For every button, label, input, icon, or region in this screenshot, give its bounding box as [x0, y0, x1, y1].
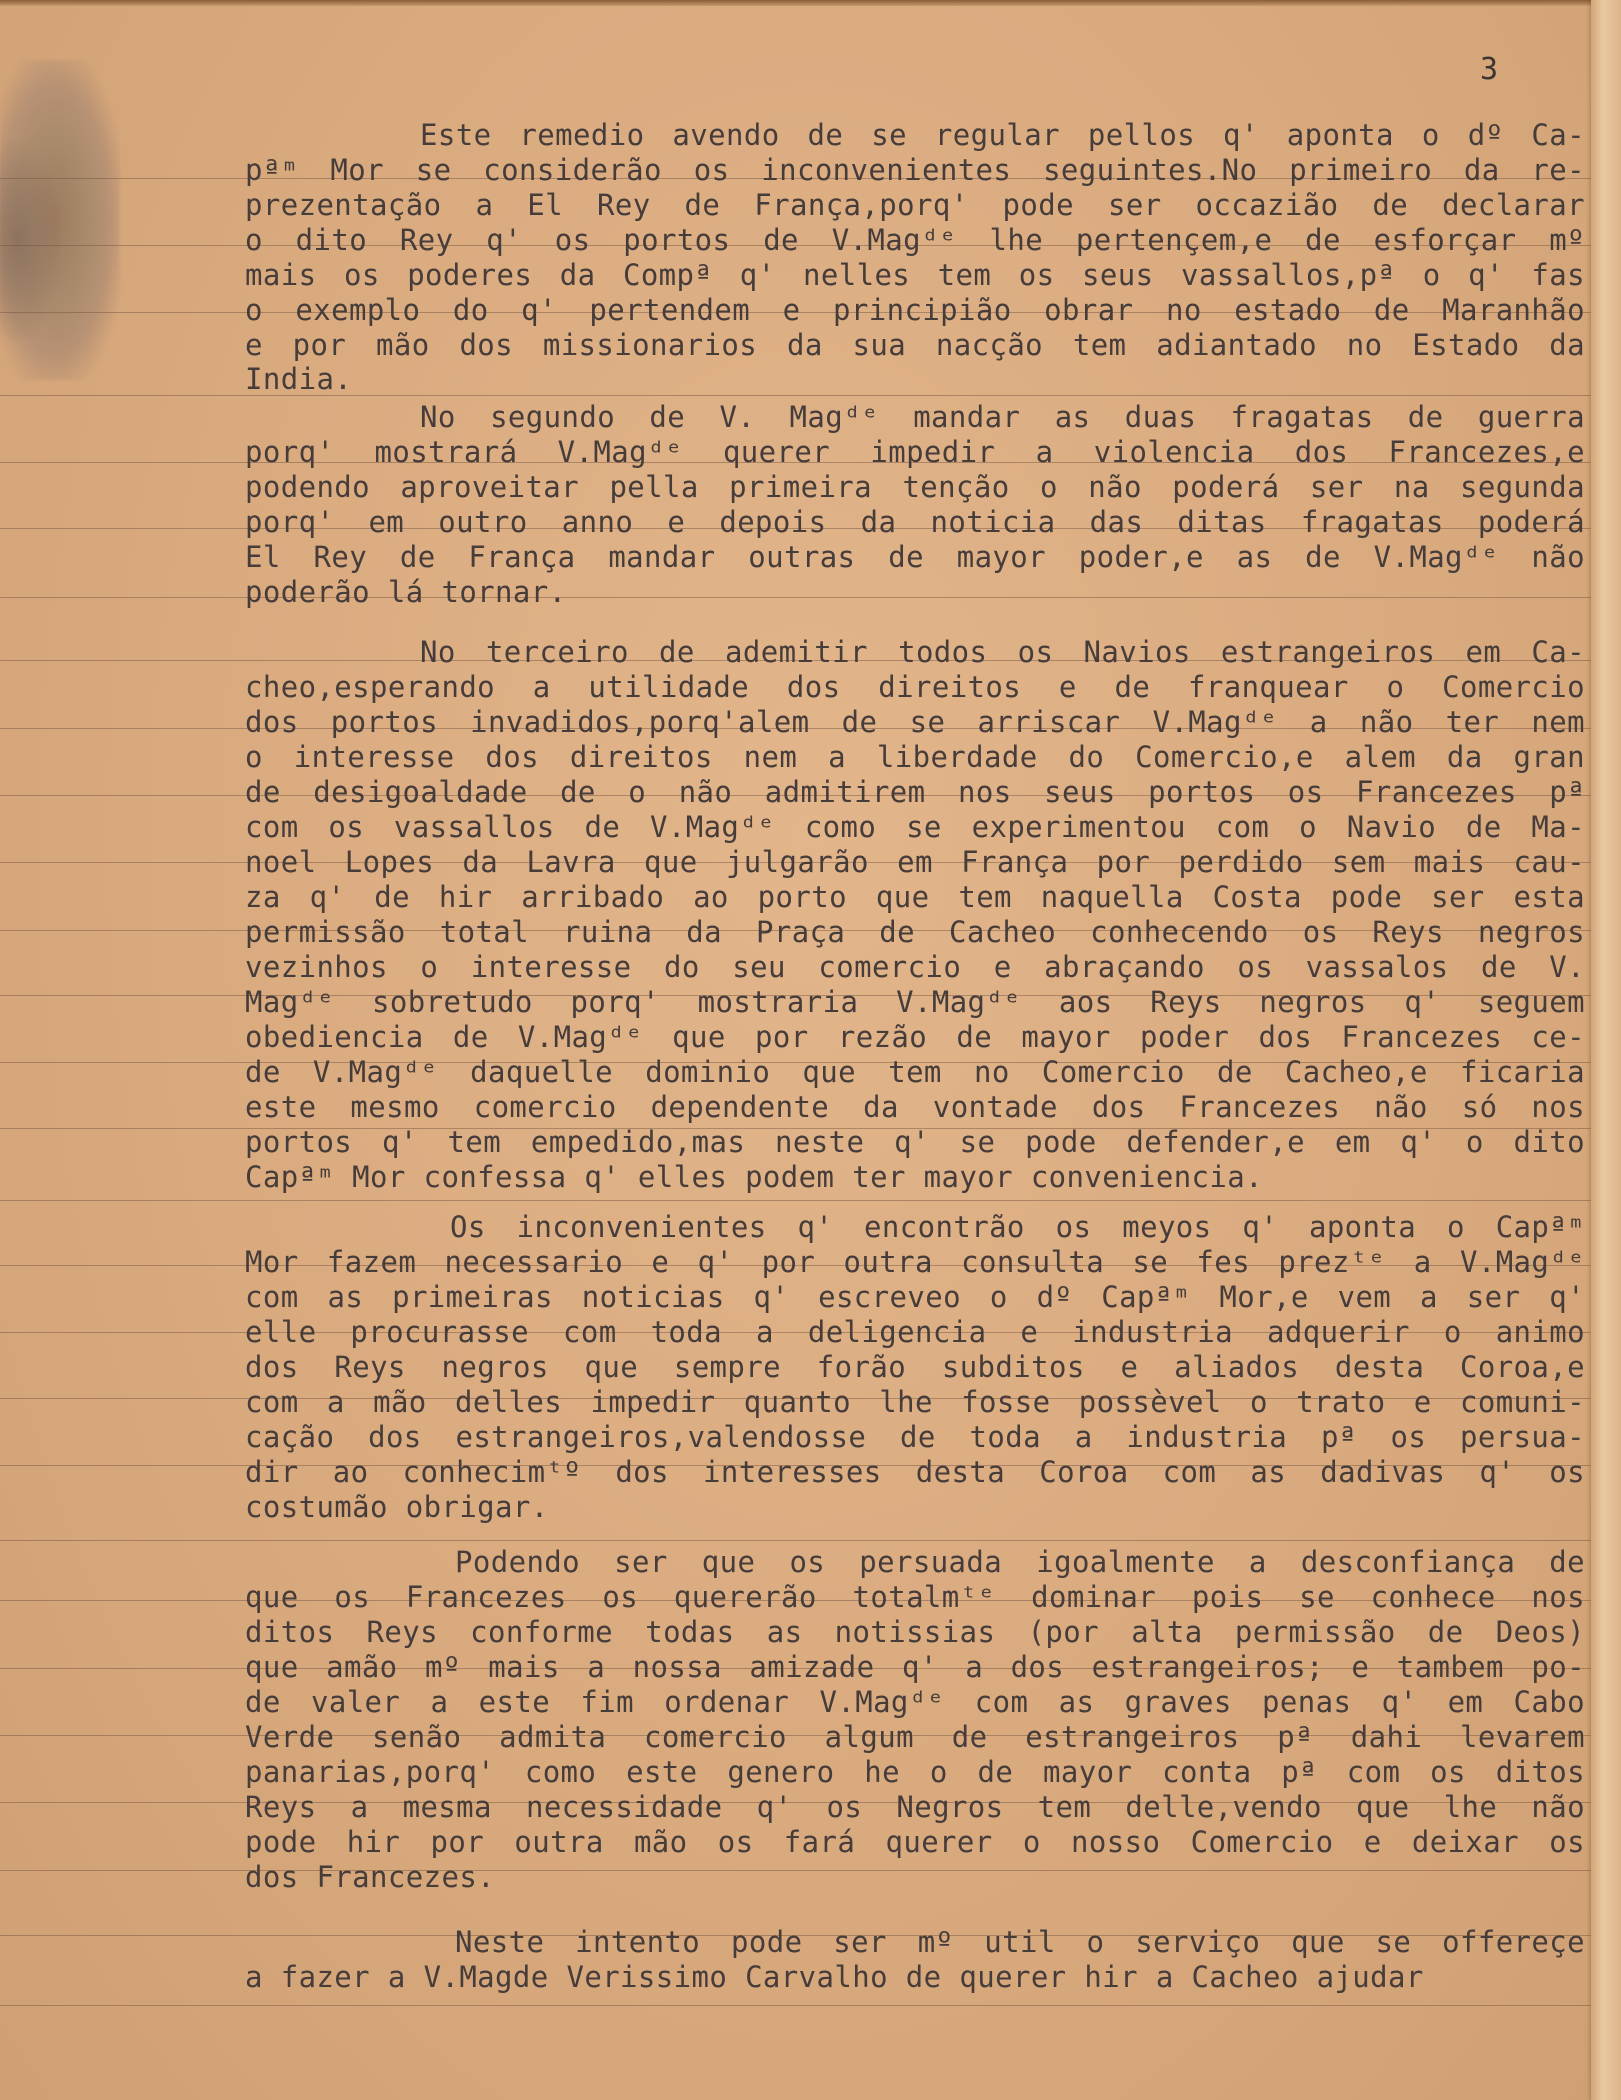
paper-top-edge	[0, 0, 1621, 6]
text-line: Podendo ser que os persuada igoalmente a desconfiança de	[455, 1545, 1585, 1579]
text-line: de V.Magᵈᵉ daquelle dominio que tem no Comercio de Cacheo,e ficaria	[245, 1055, 1585, 1089]
text-line: ditos Reys conforme todas as notissias (por alta permissão de Deos)	[245, 1615, 1585, 1649]
text-line: El Rey de França mandar outras de mayor poder,e as de V.Magᵈᵉ não	[245, 540, 1585, 574]
text-line: podendo aproveitar pella primeira tenção o não poderá ser na segunda	[245, 470, 1585, 504]
text-line: noel Lopes da Lavra que julgarão em França por perdido sem mais cau-	[245, 845, 1585, 879]
text-line: o interesse dos direitos nem a liberdade do Comercio,e alem da gran	[245, 740, 1585, 774]
text-line: Reys a mesma necessidade q' os Negros tem delle,vendo que lhe não	[245, 1790, 1585, 1824]
text-line: India.	[245, 362, 353, 396]
text-line: Este remedio avendo de se regular pellos q' aponta o dº Ca-	[420, 118, 1585, 152]
text-line: dir ao conhecimᵗº dos interesses desta Coroa com as dadivas q' os	[245, 1455, 1585, 1489]
text-line: permissão total ruina da Praça de Cacheo conhecendo os Reys negros	[245, 915, 1585, 949]
text-line: o dito Rey q' os portos de V.Magᵈᵉ lhe pertençem,e de esforçar mº	[245, 223, 1585, 257]
text-line: dos portos invadidos,porq'alem de se arriscar V.Magᵈᵉ a não ter nem	[245, 705, 1585, 739]
page-number: 3	[1480, 52, 1499, 87]
ruled-line	[0, 1200, 1591, 1201]
text-line: que amão mº mais a nossa amizade q' a dos estrangeiros; e tambem po-	[245, 1650, 1585, 1684]
text-line: este mesmo comercio dependente da vontade dos Francezes não só nos	[245, 1090, 1585, 1124]
text-line: Mor fazem necessario e q' por outra consulta se fes prezᵗᵉ a V.Magᵈᵉ	[245, 1245, 1585, 1279]
text-line: poderão lá tornar.	[245, 575, 567, 609]
text-line: a fazer a V.Magde Verissimo Carvalho de querer hir a Cacheo ajudar	[245, 1960, 1424, 1994]
paper-stain-dark	[0, 140, 60, 340]
text-line: vezinhos o interesse do seu comercio e abraçando os vassalos de V.	[245, 950, 1585, 984]
text-line: Capªᵐ Mor confessa q' elles podem ter mayor conveniencia.	[245, 1160, 1263, 1194]
text-line: Neste intento pode ser mº util o serviço que se offereçe	[455, 1925, 1585, 1959]
text-line: mais os poderes da Compª q' nelles tem os seus vassallos,pª o q' fas	[245, 258, 1585, 292]
text-line: elle procurasse com toda a deligencia e industria adquerir o animo	[245, 1315, 1585, 1349]
ruled-line	[0, 1540, 1591, 1541]
text-line: o exemplo do q' pertendem e principião obrar no estado de Maranhão	[245, 293, 1585, 327]
text-line: obediencia de V.Magᵈᵉ que por rezão de mayor poder dos Francezes ce-	[245, 1020, 1585, 1054]
text-line: pªᵐ Mor se considerão os inconvenientes seguintes.No primeiro da re-	[245, 153, 1585, 187]
text-line: prezentação a El Rey de França,porq' pode ser occazião de declarar	[245, 188, 1585, 222]
text-line: pode hir por outra mão os fará querer o nosso Comercio e deixar os	[245, 1825, 1585, 1859]
text-line: porq' mostrará V.Magᵈᵉ querer impedir a violencia dos Francezes,e	[245, 435, 1585, 469]
text-line: Os inconvenientes q' encontrão os meyos q' aponta o Capªᵐ	[450, 1210, 1585, 1244]
text-line: dos Reys negros que sempre forão subditos e aliados desta Coroa,e	[245, 1350, 1585, 1384]
text-line: costumão obrigar.	[245, 1490, 549, 1524]
text-line: de desigoaldade de o não admitirem nos seus portos os Francezes pª	[245, 775, 1585, 809]
text-line: No segundo de V. Magᵈᵉ mandar as duas fragatas de guerra	[420, 400, 1585, 434]
text-line: e por mão dos missionarios da sua nacção tem adiantado no Estado da	[245, 328, 1585, 362]
text-line: cheo,esperando a utilidade dos direitos e de franquear o Comercio	[245, 670, 1585, 704]
ruled-line	[0, 2005, 1591, 2006]
text-line: No terceiro de ademitir todos os Navios estrangeiros em Ca-	[420, 635, 1585, 669]
text-line: que os Francezes os quererão totalmᵗᵉ dominar pois se conhece nos	[245, 1580, 1585, 1614]
text-line: dos Francezes.	[245, 1860, 496, 1894]
text-line: com as primeiras noticias q' escreveo o dº Capªᵐ Mor,e vem a ser q'	[245, 1280, 1585, 1314]
text-line: Verde senão admita comercio algum de estrangeiros pª dahi levarem	[245, 1720, 1585, 1754]
text-line: de valer a este fim ordenar V.Magᵈᵉ com as graves penas q' em Cabo	[245, 1685, 1585, 1719]
text-line: com a mão delles impedir quanto lhe fosse possèvel o trato e comuni-	[245, 1385, 1585, 1419]
text-line: za q' de hir arribado ao porto que tem naquella Costa pode ser esta	[245, 880, 1585, 914]
text-line: porq' em outro anno e depois da noticia das ditas fragatas poderá	[245, 505, 1585, 539]
text-line: cação dos estrangeiros,valendosse de toda a industria pª os persua-	[245, 1420, 1585, 1454]
text-line: portos q' tem empedido,mas neste q' se pode defender,e em q' o dito	[245, 1125, 1585, 1159]
text-line: Magᵈᵉ sobretudo porq' mostraria V.Magᵈᵉ aos Reys negros q' seguem	[245, 985, 1585, 1019]
text-line: panarias,porq' como este genero he o de mayor conta pª com os ditos	[245, 1755, 1585, 1789]
text-line: com os vassallos de V.Magᵈᵉ como se experimentou com o Navio de Ma-	[245, 810, 1585, 844]
paper-right-edge	[1591, 0, 1621, 2100]
